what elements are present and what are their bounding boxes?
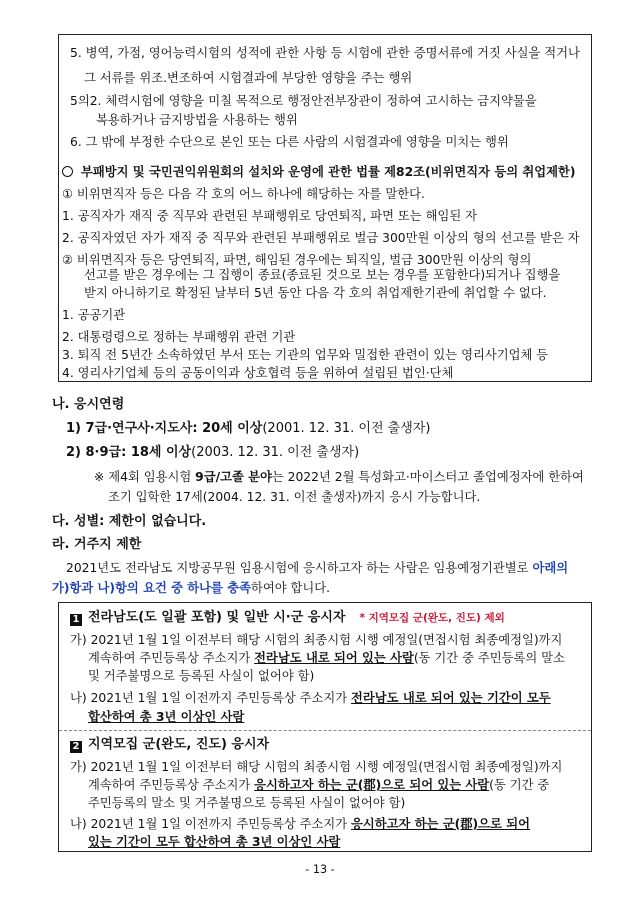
clause-2-item-3: 3. 퇴직 전 5년간 소속하였던 부서 또는 기관의 업무와 밀접한 관련이 있는 영리사기업체 등 [62, 348, 549, 362]
item-6: 6. 그 밖에 부정한 수단으로 본인 또는 다른 사람의 시험결과에 영향을 미치는 행위 [70, 135, 509, 149]
age-note-highlight: 9급/고졸 분야 [195, 470, 272, 484]
clause-2-item-1: 1. 공공기관 [62, 308, 126, 322]
group-1-note: * 지역모집 군(완도, 진도) 제외 [359, 612, 505, 624]
group-2-b-text: 나) 2021년 1월 1일 이전까지 주민등록상 주소지가 [70, 817, 352, 831]
age-item-2 [66, 445, 359, 461]
group-2-a-underline: 응시하고자 하는 군(郡)으로 되어 있는 사람 [254, 778, 490, 792]
clause-2-item-4: 4. 영리사기업체 등의 공동이익과 상호협력 등을 위하여 설립된 법인·단체 [62, 366, 454, 380]
group-1-heading [70, 610, 505, 626]
group-2-b-line2: 있는 기간이 모두 합산하여 총 3년 이상인 사람 [88, 835, 341, 849]
group-2-a-line2 [88, 777, 549, 793]
group-2-a-paren: (동 기간 중 [489, 778, 550, 792]
group-1-b-underline: 전라남도 내로 되어 있는 기간이 모두 [351, 691, 551, 705]
residence-para-highlight-2: 가)항과 나)항의 요건 중 하나를 충족 [52, 581, 251, 595]
group-1-a-paren: (동 기간 중 주민등록의 말소 [413, 651, 565, 665]
group-1-b-line1 [70, 690, 551, 706]
group-divider [59, 730, 591, 731]
residence-para-end: 하여야 합니다. [250, 581, 331, 595]
number-box-icon: 2 [70, 741, 82, 753]
age-note-prefix: ※ 제4회 임용시험 [94, 470, 196, 484]
group-1-a-line2 [88, 650, 565, 666]
item-5-2-line2: 복용하거나 금지방법을 사용하는 행위 [96, 113, 298, 127]
number-box-icon: 1 [70, 614, 82, 626]
gender-section: 다. 성별: 제한이 없습니다. [52, 514, 207, 529]
group-2-a-text: 계속하여 주민등록상 주소지가 [88, 778, 255, 792]
clause-1: ① 비위면직자 등은 다음 각 호의 어느 하나에 해당하는 자를 말한다. [62, 187, 425, 201]
clause-2-line2: 선고를 받은 경우에는 그 집행이 종료(종료된 것으로 보는 경우를 포함한다)되거나 집행을 [84, 268, 561, 282]
group-2-title: 지역모집 군(완도, 진도) 응시자 [88, 737, 270, 752]
group-1-title: 전라남도(도 일괄 포함) 및 일반 시·군 응시자 [88, 610, 346, 625]
page-number: - 13 - [305, 863, 335, 876]
group-1-a-line3: 및 거주불명으로 등록된 사실이 없어야 함) [88, 669, 315, 683]
residence-section-title: 라. 거주지 제한 [52, 537, 142, 552]
group-1-a-line1: 가) 2021년 1월 1일 이전부터 해당 시험의 최종시험 시행 예정일(면접시험 최종예정일)까지 [70, 633, 563, 647]
age-note-rest: 는 2022년 2월 특성화고·마이스터고 졸업예정자에 한하여 [271, 470, 584, 484]
age-item-1-date: (2001. 12. 31. 이전 출생자) [262, 421, 431, 436]
clause-2-line3: 받지 아니하기로 확정된 날부터 5년 동안 다음 각 호의 취업제한기관에 취업할 수 없다. [84, 286, 547, 300]
residence-para-line2 [52, 580, 330, 596]
group-2-a-line3: 주민등록의 말소 및 거주불명으로 등록된 사실이 없어야 함) [88, 796, 406, 810]
group-2-b-line1 [70, 816, 530, 832]
law-heading [62, 164, 576, 180]
clause-1-item-1: 1. 공직자가 재직 중 직무와 관련된 부패행위로 당연퇴직, 파면 또는 해임된 자 [62, 209, 478, 223]
group-2-heading [70, 737, 269, 753]
residence-para-highlight: 아래의 [532, 561, 569, 575]
group-1-a-underline: 전라남도 내로 되어 있는 사람 [254, 651, 414, 665]
age-note-line1 [94, 469, 584, 485]
law-heading-text: 부패방지 및 국민권익위원회의 설치와 운영에 관한 법률 제82조(비위면직자 등의 취업제한) [81, 165, 576, 179]
age-item-1-label: 1) 7급·연구사·지도사: 20세 이상 [66, 421, 263, 436]
item-5-line1: 5. 병역, 가점, 영어능력시험의 성적에 관한 사항 등 시험에 관한 증명서류에 거짓 사실을 적거나 [70, 46, 580, 60]
clause-1-item-2: 2. 공직자였던 자가 재직 중 직무와 관련된 부패행위로 벌금 300만원 이상의 형의 선고를 받은 자 [62, 231, 580, 245]
residence-para-text: 2021년도 전라남도 지방공무원 임용시험에 응시하고자 하는 사람은 임용예정기관별로 [66, 561, 533, 575]
age-item-2-label: 2) 8·9급: 18세 이상 [66, 445, 192, 460]
group-1-b-line2: 합산하여 총 3년 이상인 사람 [88, 710, 245, 724]
age-item-2-date: (2003. 12. 31. 이전 출생자) [191, 445, 360, 460]
age-note-line2: 조기 입학한 17세(2004. 12. 31. 이전 출생자)까지 응시 가능합니다. [108, 490, 481, 504]
group-1-b-text: 나) 2021년 1월 1일 이전까지 주민등록상 주소지가 [70, 691, 352, 705]
group-2-a-line1: 가) 2021년 1월 1일 이전부터 해당 시험의 최종시험 시행 예정일(면접시험 최종예정일)까지 [70, 760, 563, 774]
group-2-b-underline: 응시하고자 하는 군(郡)으로 되어 [351, 817, 530, 831]
age-section-title: 나. 응시연령 [52, 397, 125, 412]
age-item-1 [66, 421, 430, 437]
clause-2-item-2: 2. 대통령령으로 정하는 부패행위 관련 기관 [62, 330, 296, 344]
group-1-a-text: 계속하여 주민등록상 주소지가 [88, 651, 255, 665]
item-5-2-line1: 5의2. 체력시험에 영향을 미칠 목적으로 행정안전부장관이 정하여 고시하는 금지약물을 [70, 94, 537, 108]
residence-para-line1 [66, 560, 568, 576]
clause-2-line1: ② 비위면직자 등은 당연퇴직, 파면, 해임된 경우에는 퇴직일, 벌금 300만원 이상의 형의 [62, 253, 532, 267]
circle-bullet-icon [62, 166, 73, 177]
item-5-line2: 그 서류를 위조.변조하여 시험결과에 부당한 영향을 주는 행위 [84, 71, 413, 85]
